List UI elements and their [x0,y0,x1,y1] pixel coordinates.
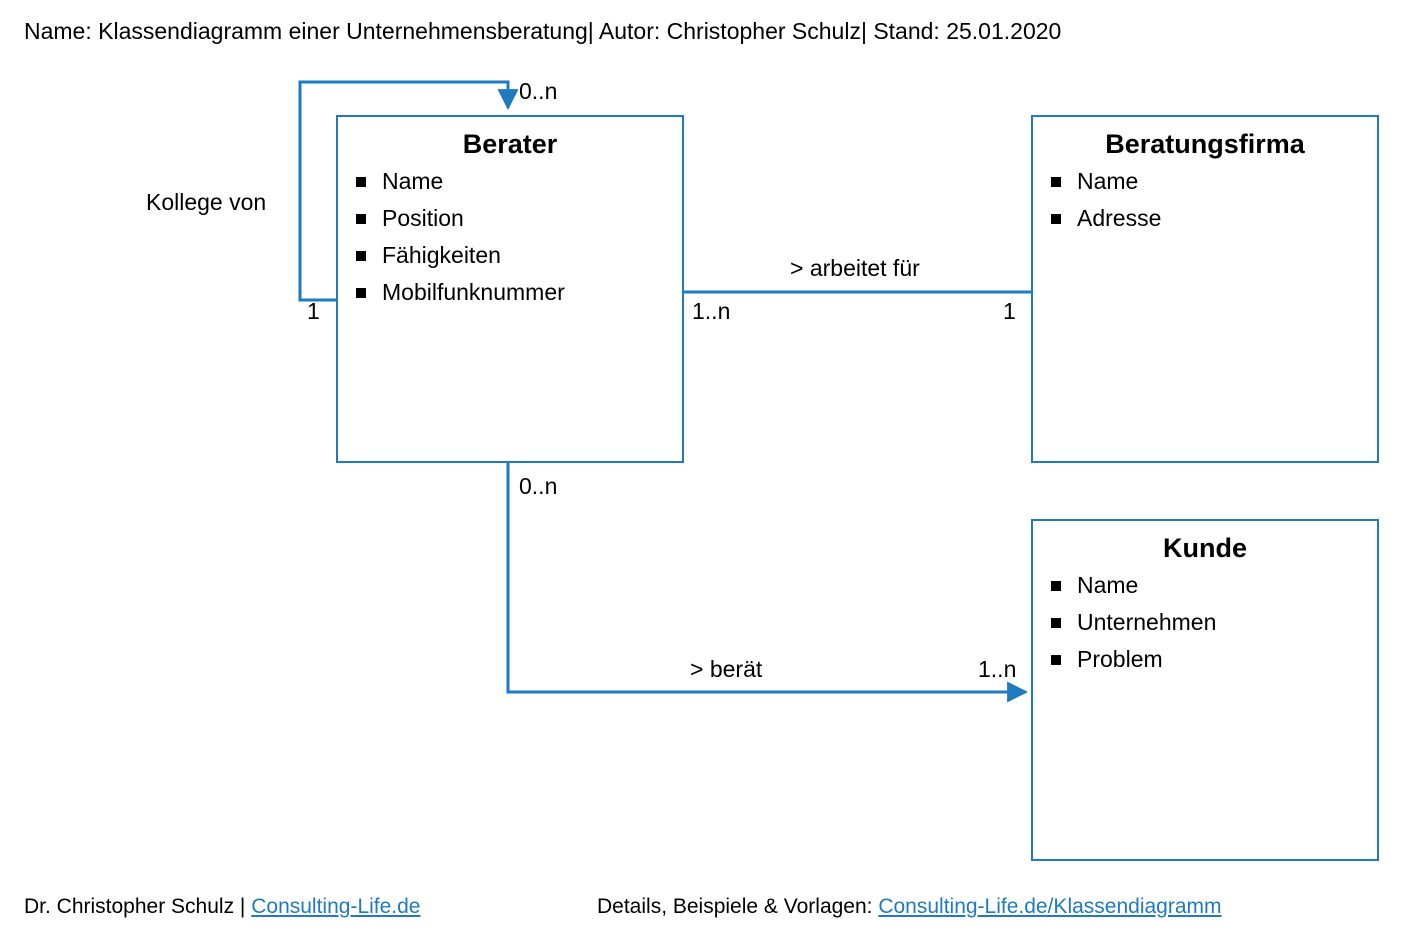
multiplicity-beraet-target: 1..n [978,656,1017,682]
class-title: Kunde [1163,533,1247,563]
relation-label-beraet: > berät [690,656,763,682]
footer-details-text: Details, Beispiele & Vorlagen: [597,895,879,918]
bullet-icon [1051,618,1061,628]
page-title: Name: Klassendiagramm einer Unternehmensberatung| Autor: Christopher Schulz| Stand: 25.01.2020 [24,18,1062,44]
bullet-icon [1051,655,1061,665]
bullet-icon [356,214,366,224]
bullet-icon [356,288,366,298]
bullet-icon [1051,581,1061,591]
class-title: Beratungsfirma [1105,129,1305,159]
attribute-item [1051,648,1377,671]
attribute-item [356,281,682,304]
footer-link-klassendiagramm[interactable]: Consulting-Life.de/Klassendiagramm [878,895,1222,918]
bullet-icon [356,251,366,261]
bullet-icon [1051,177,1061,187]
attribute-label: Name [1077,168,1139,194]
footer-right [597,895,1222,919]
attribute-label: Problem [1077,646,1163,672]
attribute-list [1033,574,1377,671]
footer-left [24,895,421,919]
attribute-item [1051,170,1377,193]
attribute-item [1051,207,1377,230]
class-box-beratungsfirma[interactable] [1031,115,1379,463]
relation-label-kollege-von: Kollege von [146,189,267,215]
attribute-label: Position [382,205,464,231]
attribute-label: Fähigkeiten [382,242,501,268]
attribute-item [1051,611,1377,634]
class-title: Berater [462,129,558,159]
bullet-icon [356,177,366,187]
footer-author: Dr. Christopher Schulz | [24,895,252,918]
bullet-icon [1051,214,1061,224]
class-box-berater[interactable] [336,115,684,463]
attribute-label: Name [382,168,444,194]
attribute-item [356,244,682,267]
attribute-item [356,207,682,230]
attribute-item [1051,574,1377,597]
relation-label-arbeitet-fuer: > arbeitet für [790,255,920,281]
multiplicity-kollege-von-target: 0..n [519,78,558,104]
attribute-label: Unternehmen [1077,609,1217,635]
attribute-list [1033,170,1377,230]
attribute-label: Mobilfunknummer [382,279,565,305]
multiplicity-arbeitet-fuer-target: 1 [1003,298,1016,324]
multiplicity-kollege-von-source: 1 [307,298,320,324]
attribute-label: Adresse [1077,205,1162,231]
multiplicity-beraet-source: 0..n [519,473,558,499]
attribute-list [338,170,682,304]
attribute-label: Name [1077,572,1139,598]
footer-link-consulting-life[interactable]: Consulting-Life.de [251,895,421,918]
class-box-kunde[interactable] [1031,519,1379,861]
multiplicity-arbeitet-fuer-source: 1..n [692,298,731,324]
attribute-item [356,170,682,193]
